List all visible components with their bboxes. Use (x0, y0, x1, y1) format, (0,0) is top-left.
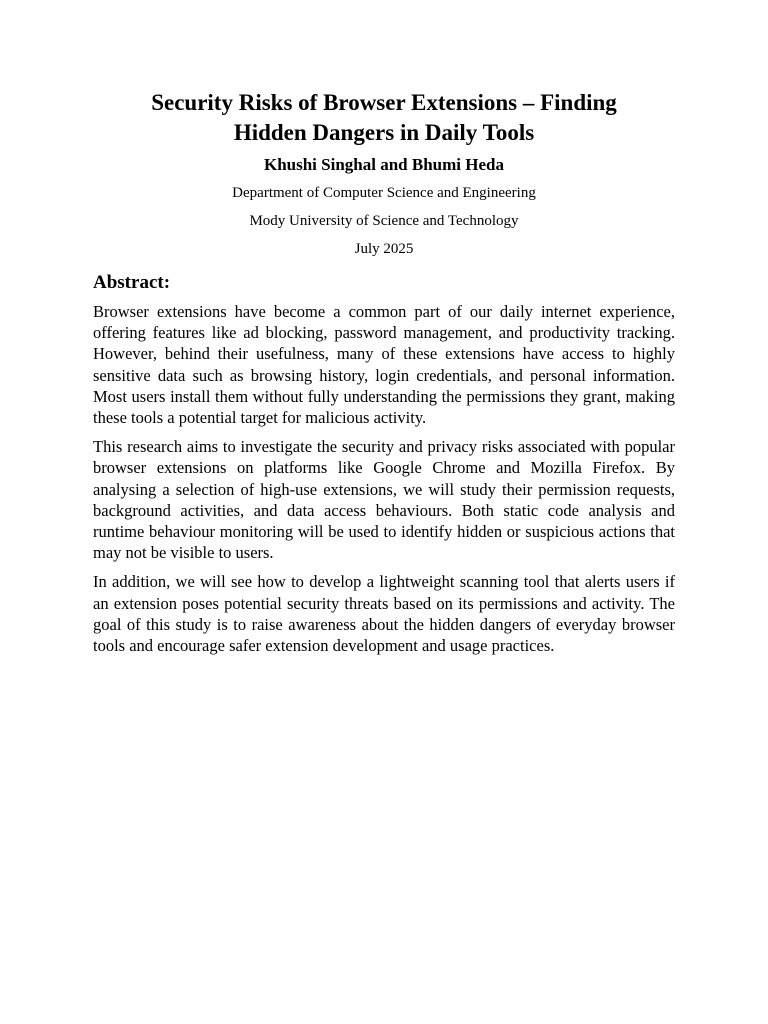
paper-title (93, 88, 675, 148)
author-department: Department of Computer Science and Engineering (232, 185, 536, 201)
author-university: Mody University of Science and Technology (249, 213, 519, 229)
abstract-paragraph-3: In addition, we will see how to develop a lightweight scanning tool that alerts users if an extension poses potential security threats based on its permissions and activity. The goal of this study is to raise awareness about the hidden dangers of everyday browser tools and encourage safer extension development and usage practices. (93, 572, 675, 656)
paper-date: July 2025 (354, 241, 414, 257)
abstract-heading: Abstract: (93, 272, 171, 293)
abstract-paragraph-2: This research aims to investigate the security and privacy risks associated with popular browser extensions on platforms like Google Chrome and Mozilla Firefox. By analysing a selection of high-use extensions, we will study their permission requests, background activities, and data access behaviours. Both static code analysis and runtime behaviour monitoring will be used to identify hidden or suspicious actions that may not be visible to users. (93, 437, 675, 563)
paper-title-line-1: Security Risks of Browser Extensions – Finding (151, 90, 617, 115)
abstract-paragraph-1: Browser extensions have become a common part of our daily internet experience, offering features like ad blocking, password management, and productivity tracking. However, behind their usefulness, many of these extensions have access to highly sensitive data such as browsing history, login credentials, and personal information. Most users install them without fully understanding the permissions they grant, making these tools a potential target for malicious activity. (93, 302, 675, 428)
paper-authors: Khushi Singhal and Bhumi Heda (263, 155, 504, 174)
paper-title-line-2: Hidden Dangers in Daily Tools (233, 120, 535, 145)
